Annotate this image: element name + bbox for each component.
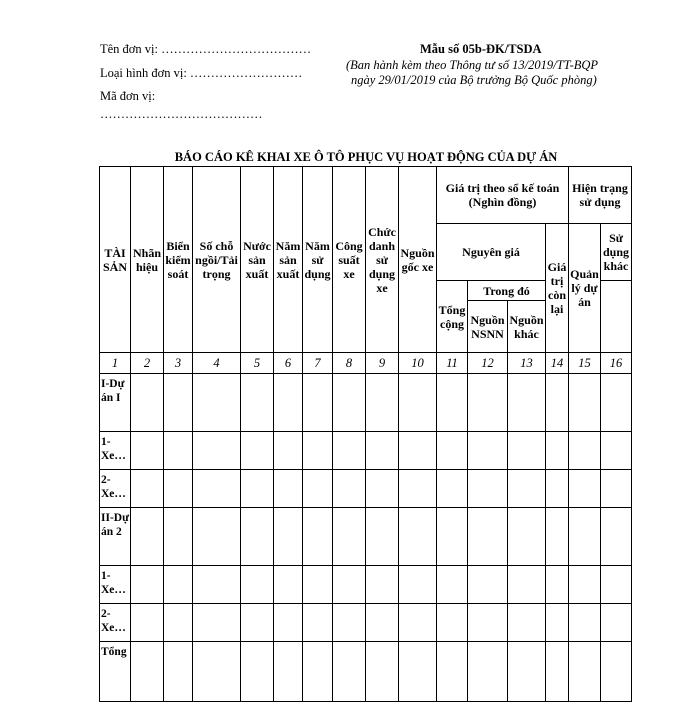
empty-cell xyxy=(164,374,193,432)
row-label: 2-Xe… xyxy=(100,604,131,642)
column-number: 11 xyxy=(437,353,468,374)
empty-cell xyxy=(569,604,601,642)
empty-cell xyxy=(508,566,546,604)
empty-cell xyxy=(303,432,333,470)
empty-cell xyxy=(241,642,274,702)
vehicle-declaration-table xyxy=(99,166,632,702)
empty-cell xyxy=(193,604,241,642)
empty-cell xyxy=(437,604,468,642)
empty-cell xyxy=(569,470,601,508)
header-total: Tổng cộng xyxy=(437,281,468,353)
empty-cell xyxy=(241,566,274,604)
empty-cell xyxy=(241,470,274,508)
empty-cell xyxy=(366,642,399,702)
empty-cell xyxy=(569,508,601,566)
empty-cell xyxy=(303,604,333,642)
empty-cell xyxy=(437,374,468,432)
empty-cell xyxy=(303,374,333,432)
empty-cell xyxy=(303,470,333,508)
empty-cell xyxy=(274,374,303,432)
header-asset: TÀI SẢN xyxy=(100,167,131,353)
empty-cell xyxy=(333,374,366,432)
empty-cell xyxy=(546,642,569,702)
header-nsnn: Nguồn NSNN xyxy=(468,301,508,353)
empty-cell xyxy=(399,642,437,702)
empty-cell xyxy=(241,604,274,642)
empty-cell xyxy=(164,604,193,642)
empty-cell xyxy=(274,432,303,470)
empty-cell xyxy=(546,604,569,642)
empty-cell xyxy=(399,566,437,604)
empty-cell xyxy=(274,470,303,508)
table-row xyxy=(100,508,632,566)
header-origin: Nguồn gốc xe xyxy=(399,167,437,353)
empty-cell xyxy=(569,374,601,432)
empty-cell xyxy=(164,642,193,702)
issued-by-line-1: (Ban hành kèm theo Thông tư số 13/2019/TT-BQP xyxy=(346,58,599,72)
empty-cell xyxy=(569,642,601,702)
header-other-use: Sử dụng khác xyxy=(601,224,632,281)
empty-cell xyxy=(241,374,274,432)
empty-cell xyxy=(333,508,366,566)
empty-cell xyxy=(303,642,333,702)
column-number: 15 xyxy=(569,353,601,374)
empty-cell xyxy=(508,432,546,470)
column-number: 13 xyxy=(508,353,546,374)
header-remaining-value: Giá trị còn lại xyxy=(546,224,569,353)
header-other-use-blank xyxy=(601,281,632,353)
table-row xyxy=(100,374,632,432)
empty-cell xyxy=(366,432,399,470)
empty-cell xyxy=(193,374,241,432)
empty-cell xyxy=(508,470,546,508)
empty-cell xyxy=(437,470,468,508)
column-number-row xyxy=(100,353,632,374)
header-project-mgmt: Quản lý dự án xyxy=(569,224,601,353)
empty-cell xyxy=(131,604,164,642)
header-power: Công suất xe xyxy=(333,167,366,353)
empty-cell xyxy=(399,374,437,432)
empty-cell xyxy=(164,470,193,508)
header-original-price: Nguyên giá xyxy=(437,224,546,281)
column-number: 6 xyxy=(274,353,303,374)
empty-cell xyxy=(437,508,468,566)
table-row xyxy=(100,642,632,702)
unit-code-line: Mã đơn vị: xyxy=(100,89,156,103)
empty-cell xyxy=(131,432,164,470)
empty-cell xyxy=(333,432,366,470)
empty-cell xyxy=(546,566,569,604)
empty-cell xyxy=(131,470,164,508)
empty-cell xyxy=(546,508,569,566)
empty-cell xyxy=(193,470,241,508)
empty-cell xyxy=(546,374,569,432)
empty-cell xyxy=(601,642,632,702)
header-other-source: Nguồn khác xyxy=(508,301,546,353)
column-number: 14 xyxy=(546,353,569,374)
header-year-made: Năm sản xuất xyxy=(274,167,303,353)
column-number: 8 xyxy=(333,353,366,374)
empty-cell xyxy=(399,432,437,470)
empty-cell xyxy=(164,432,193,470)
empty-cell xyxy=(274,642,303,702)
row-label: 2-Xe… xyxy=(100,470,131,508)
empty-cell xyxy=(333,642,366,702)
empty-cell xyxy=(546,432,569,470)
empty-cell xyxy=(193,642,241,702)
empty-cell xyxy=(468,432,508,470)
column-number: 9 xyxy=(366,353,399,374)
empty-cell xyxy=(164,508,193,566)
column-number: 2 xyxy=(131,353,164,374)
empty-cell xyxy=(366,604,399,642)
empty-cell xyxy=(468,508,508,566)
table-row xyxy=(100,470,632,508)
empty-cell xyxy=(546,470,569,508)
empty-cell xyxy=(303,508,333,566)
header-year-used: Năm sử dụng xyxy=(303,167,333,353)
row-label: I-Dự án I xyxy=(100,374,131,432)
empty-cell xyxy=(366,470,399,508)
row-label: 1-Xe… xyxy=(100,432,131,470)
empty-cell xyxy=(303,566,333,604)
empty-cell xyxy=(193,432,241,470)
empty-cell xyxy=(468,470,508,508)
empty-cell xyxy=(468,374,508,432)
empty-cell xyxy=(131,566,164,604)
header-purpose: Chức danh sử dụng xe xyxy=(366,167,399,353)
header-country: Nước sản xuất xyxy=(241,167,274,353)
empty-cell xyxy=(366,566,399,604)
empty-cell xyxy=(241,432,274,470)
column-number: 12 xyxy=(468,353,508,374)
empty-cell xyxy=(366,508,399,566)
empty-cell xyxy=(274,566,303,604)
column-number: 1 xyxy=(100,353,131,374)
empty-cell xyxy=(131,374,164,432)
header-book-value: Giá trị theo sổ kế toán (Nghìn đồng) xyxy=(437,167,569,224)
issued-by-line-2: ngày 29/01/2019 của Bộ trưởng Bộ Quốc phòng) xyxy=(351,73,597,87)
empty-cell xyxy=(468,642,508,702)
row-label: 1-Xe… xyxy=(100,566,131,604)
empty-cell xyxy=(333,604,366,642)
empty-cell xyxy=(164,566,193,604)
empty-cell xyxy=(601,432,632,470)
report-title: BÁO CÁO KÊ KHAI XE Ô TÔ PHỤC VỤ HOẠT ĐỘNG CỦA DỰ ÁN xyxy=(174,150,558,164)
empty-cell xyxy=(131,642,164,702)
empty-cell xyxy=(274,604,303,642)
header-brand: Nhãn hiệu xyxy=(131,167,164,353)
empty-cell xyxy=(193,566,241,604)
row-label: Tổng xyxy=(100,642,131,702)
empty-cell xyxy=(131,508,164,566)
column-number: 16 xyxy=(601,353,632,374)
unit-code-dots: ………………………………… xyxy=(100,107,263,121)
empty-cell xyxy=(569,432,601,470)
table-row xyxy=(100,604,632,642)
empty-cell xyxy=(601,470,632,508)
column-number: 3 xyxy=(164,353,193,374)
empty-cell xyxy=(601,374,632,432)
unit-name-line: Tên đơn vị: ……………………………… xyxy=(100,42,312,56)
empty-cell xyxy=(437,566,468,604)
empty-cell xyxy=(468,566,508,604)
empty-cell xyxy=(437,642,468,702)
header-status: Hiện trạng sử dụng xyxy=(569,167,632,224)
empty-cell xyxy=(569,566,601,604)
empty-cell xyxy=(333,470,366,508)
row-label: II-Dự án 2 xyxy=(100,508,131,566)
table-row xyxy=(100,566,632,604)
empty-cell xyxy=(508,604,546,642)
empty-cell xyxy=(399,470,437,508)
header-of-which: Trong đó xyxy=(468,281,546,301)
empty-cell xyxy=(399,604,437,642)
header-plate: Biển kiểm soát xyxy=(164,167,193,353)
column-number: 4 xyxy=(193,353,241,374)
empty-cell xyxy=(437,432,468,470)
empty-cell xyxy=(241,508,274,566)
column-number: 10 xyxy=(399,353,437,374)
empty-cell xyxy=(468,604,508,642)
empty-cell xyxy=(366,374,399,432)
empty-cell xyxy=(508,508,546,566)
empty-cell xyxy=(333,566,366,604)
empty-cell xyxy=(601,604,632,642)
empty-cell xyxy=(508,374,546,432)
column-number: 5 xyxy=(241,353,274,374)
header-seats: Số chỗ ngồi/Tải trọng xyxy=(193,167,241,353)
form-number: Mẫu số 05b-ĐK/TSDA xyxy=(420,42,542,56)
empty-cell xyxy=(508,642,546,702)
empty-cell xyxy=(193,508,241,566)
empty-cell xyxy=(274,508,303,566)
table-row xyxy=(100,432,632,470)
empty-cell xyxy=(399,508,437,566)
empty-cell xyxy=(601,508,632,566)
empty-cell xyxy=(601,566,632,604)
unit-type-line: Loại hình đơn vị: ……………………… xyxy=(100,66,303,80)
column-number: 7 xyxy=(303,353,333,374)
